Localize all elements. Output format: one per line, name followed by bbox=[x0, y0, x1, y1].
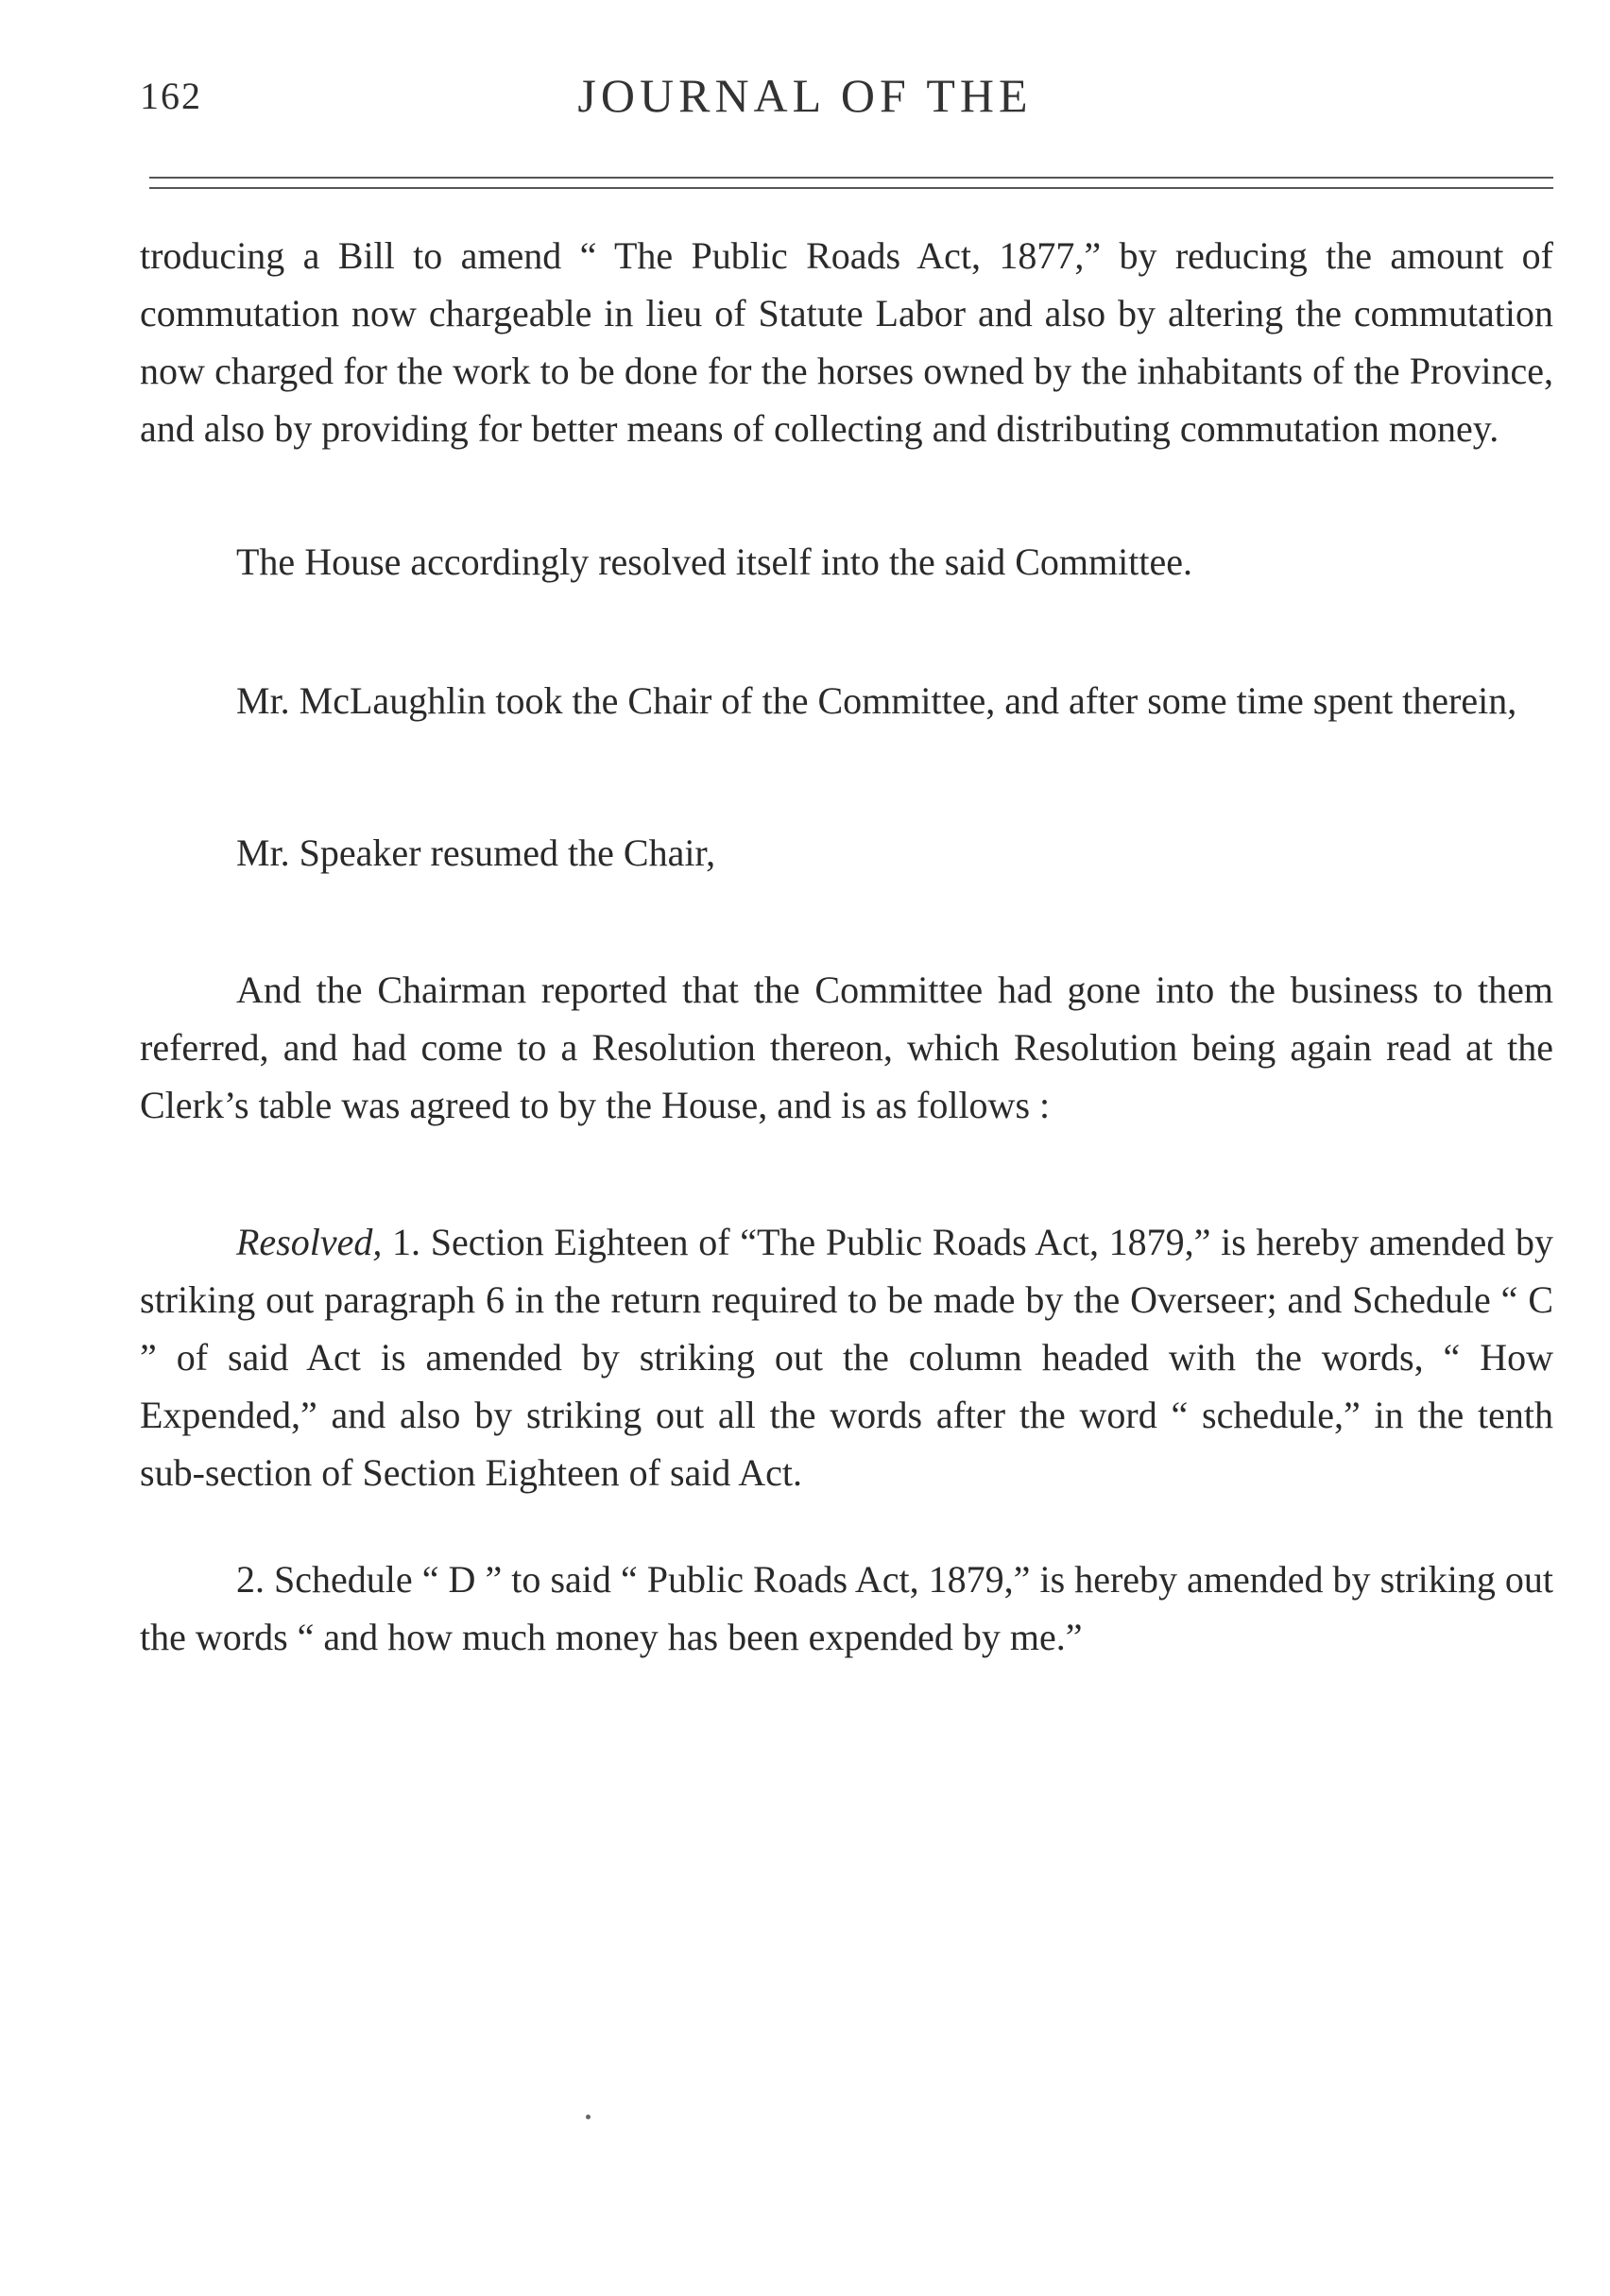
paragraph-bill-continuation: troducing a Bill to amend “ The Public Roads Act, 1877,” by reducing the amount of commutation now chargeable in lieu of Statute Labor and also by altering the commutation now charged for the work to be done for the horses owned by the inhabitants of the Province, and also by providing for better means of collecting and distributing commutation money. bbox=[140, 234, 1553, 450]
header-rule-top bbox=[149, 177, 1553, 179]
paragraph-speaker-resumed: Mr. Speaker resumed the Chair, bbox=[236, 831, 716, 874]
journal-body bbox=[140, 227, 1553, 1666]
running-head: JOURNAL OF THE bbox=[577, 69, 1033, 122]
resolution-1-text: 1. Section Eighteen of “The Public Roads Act, 1879,” is hereby amended by striking out paragraph 6 in the return required to be made by the Overseer; and Schedule “ C ” of said Act is amended by striking out the column headed with the words, “ How Expended,” and also by striking out all the words after the word “ schedule,” in the tenth sub-section of Section Eighteen of said Act. bbox=[140, 1221, 1553, 1494]
paragraph-committee-chair: Mr. McLaughlin took the Chair of the Committee, and after some time spent therein, bbox=[236, 679, 1517, 722]
paragraph-chairman-reported: And the Chairman reported that the Committee had gone into the business to them referred, and had come to a Resolution thereon, which Resolution being again read at the Clerk’s table was agreed to by the House, and is as follows : bbox=[140, 968, 1553, 1126]
resolved-label: Resolved, bbox=[236, 1221, 383, 1263]
paragraph-house-resolved: The House accordingly resolved itself into the said Committee. bbox=[236, 540, 1192, 583]
page-number: 162 bbox=[140, 75, 202, 117]
paragraph-resolution-1 bbox=[140, 1213, 1553, 1501]
ink-speck bbox=[586, 2115, 591, 2119]
header-rule-bottom bbox=[149, 187, 1553, 189]
paragraph-resolution-2: 2. Schedule “ D ” to said “ Public Roads Act, 1879,” is hereby amended by striking out the words “ and how much money has been expended by me.” bbox=[140, 1558, 1553, 1658]
